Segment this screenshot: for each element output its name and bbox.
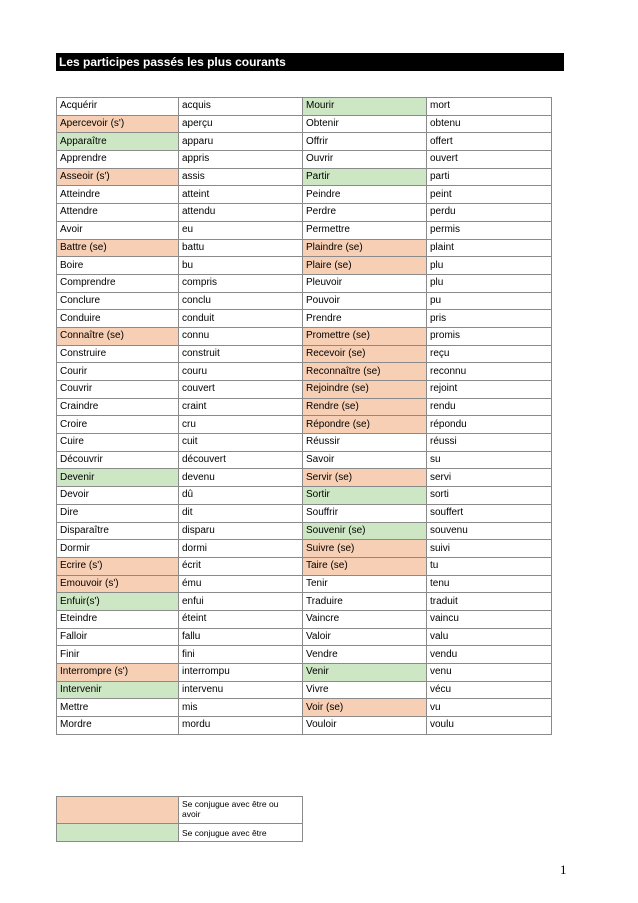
participle-cell: ému [179, 575, 303, 593]
table-row [57, 487, 552, 505]
participle-cell: mordu [179, 717, 303, 735]
infinitive-cell: Savoir [303, 451, 427, 469]
legend-row [57, 824, 303, 842]
infinitive-cell: Répondre (se) [303, 416, 427, 434]
participle-cell: eu [179, 221, 303, 239]
legend-label: Se conjugue avec être ou avoir [179, 797, 303, 824]
infinitive-cell: Rendre (se) [303, 398, 427, 416]
legend-swatch-etre-ou-avoir [57, 797, 179, 824]
table-row [57, 292, 552, 310]
infinitive-cell: Sortir [303, 487, 427, 505]
participle-cell: compris [179, 274, 303, 292]
infinitive-cell: Devenir [57, 469, 179, 487]
participle-cell: tu [427, 557, 552, 575]
infinitive-cell: Asseoir (s') [57, 168, 179, 186]
infinitive-cell: Venir [303, 664, 427, 682]
participle-cell: parti [427, 168, 552, 186]
table-row [57, 646, 552, 664]
infinitive-cell: Apercevoir (s') [57, 115, 179, 133]
participle-cell: pu [427, 292, 552, 310]
participle-cell: connu [179, 327, 303, 345]
infinitive-cell: Pleuvoir [303, 274, 427, 292]
table-row [57, 469, 552, 487]
infinitive-cell: Vendre [303, 646, 427, 664]
participle-cell: valu [427, 628, 552, 646]
table-row [57, 610, 552, 628]
participle-cell: ouvert [427, 151, 552, 169]
table-row [57, 133, 552, 151]
table-row [57, 115, 552, 133]
infinitive-cell: Emouvoir (s') [57, 575, 179, 593]
page-title: Les participes passés les plus courants [56, 53, 564, 71]
infinitive-cell: Intervenir [57, 681, 179, 699]
participle-cell: intervenu [179, 681, 303, 699]
infinitive-cell: Traduire [303, 593, 427, 611]
infinitive-cell: Eteindre [57, 610, 179, 628]
participle-cell: écrit [179, 557, 303, 575]
participle-cell: acquis [179, 98, 303, 116]
participle-cell: servi [427, 469, 552, 487]
table-row [57, 557, 552, 575]
table-row [57, 540, 552, 558]
infinitive-cell: Croire [57, 416, 179, 434]
infinitive-cell: Cuire [57, 434, 179, 452]
infinitive-cell: Souvenir (se) [303, 522, 427, 540]
participle-cell: plaint [427, 239, 552, 257]
infinitive-cell: Découvrir [57, 451, 179, 469]
participle-cell: interrompu [179, 664, 303, 682]
table-row [57, 345, 552, 363]
participle-cell: vu [427, 699, 552, 717]
legend-swatch-etre [57, 824, 179, 842]
participle-cell: vécu [427, 681, 552, 699]
participle-cell: promis [427, 327, 552, 345]
participle-cell: tenu [427, 575, 552, 593]
infinitive-cell: Recevoir (se) [303, 345, 427, 363]
infinitive-cell: Valoir [303, 628, 427, 646]
infinitive-cell: Apparaître [57, 133, 179, 151]
infinitive-cell: Réussir [303, 434, 427, 452]
infinitive-cell: Falloir [57, 628, 179, 646]
infinitive-cell: Acquérir [57, 98, 179, 116]
participle-cell: attendu [179, 204, 303, 222]
table-row [57, 575, 552, 593]
participle-cell: souffert [427, 504, 552, 522]
table-row [57, 681, 552, 699]
participle-cell: bu [179, 257, 303, 275]
infinitive-cell: Promettre (se) [303, 327, 427, 345]
participle-cell: disparu [179, 522, 303, 540]
participle-cell: éteint [179, 610, 303, 628]
participle-cell: plu [427, 274, 552, 292]
table-row [57, 327, 552, 345]
table-row [57, 98, 552, 116]
infinitive-cell: Boire [57, 257, 179, 275]
participle-cell: fallu [179, 628, 303, 646]
infinitive-cell: Servir (se) [303, 469, 427, 487]
participle-cell: réussi [427, 434, 552, 452]
participles-table [56, 97, 552, 735]
participle-cell: dit [179, 504, 303, 522]
table-row [57, 151, 552, 169]
infinitive-cell: Courir [57, 363, 179, 381]
infinitive-cell: Vivre [303, 681, 427, 699]
infinitive-cell: Peindre [303, 186, 427, 204]
infinitive-cell: Avoir [57, 221, 179, 239]
participle-cell: su [427, 451, 552, 469]
participle-cell: dormi [179, 540, 303, 558]
participle-cell: voulu [427, 717, 552, 735]
participle-cell: plu [427, 257, 552, 275]
infinitive-cell: Disparaître [57, 522, 179, 540]
infinitive-cell: Conduire [57, 310, 179, 328]
table-row [57, 186, 552, 204]
table-row [57, 504, 552, 522]
table-row [57, 239, 552, 257]
table-row [57, 274, 552, 292]
participle-cell: reçu [427, 345, 552, 363]
infinitive-cell: Vaincre [303, 610, 427, 628]
participle-cell: perdu [427, 204, 552, 222]
participle-cell: apparu [179, 133, 303, 151]
infinitive-cell: Partir [303, 168, 427, 186]
infinitive-cell: Obtenir [303, 115, 427, 133]
infinitive-cell: Pouvoir [303, 292, 427, 310]
table-row [57, 451, 552, 469]
infinitive-cell: Taire (se) [303, 557, 427, 575]
table-row [57, 398, 552, 416]
infinitive-cell: Interrompre (s') [57, 664, 179, 682]
participle-cell: battu [179, 239, 303, 257]
infinitive-cell: Atteindre [57, 186, 179, 204]
participle-cell: traduit [427, 593, 552, 611]
infinitive-cell: Perdre [303, 204, 427, 222]
participle-cell: découvert [179, 451, 303, 469]
participle-cell: vaincu [427, 610, 552, 628]
infinitive-cell: Couvrir [57, 381, 179, 399]
participle-cell: cuit [179, 434, 303, 452]
table-row [57, 204, 552, 222]
participle-cell: dû [179, 487, 303, 505]
infinitive-cell: Battre (se) [57, 239, 179, 257]
infinitive-cell: Reconnaître (se) [303, 363, 427, 381]
table-row [57, 381, 552, 399]
participle-cell: couvert [179, 381, 303, 399]
infinitive-cell: Rejoindre (se) [303, 381, 427, 399]
participle-cell: rendu [427, 398, 552, 416]
participle-cell: aperçu [179, 115, 303, 133]
infinitive-cell: Finir [57, 646, 179, 664]
page-number: 1 [560, 862, 567, 877]
infinitive-cell: Enfuir(s') [57, 593, 179, 611]
participle-cell: rejoint [427, 381, 552, 399]
participle-cell: conclu [179, 292, 303, 310]
participle-cell: pris [427, 310, 552, 328]
infinitive-cell: Devoir [57, 487, 179, 505]
participle-cell: conduit [179, 310, 303, 328]
participles-table-body [57, 98, 552, 735]
participle-cell: couru [179, 363, 303, 381]
infinitive-cell: Suivre (se) [303, 540, 427, 558]
infinitive-cell: Ecrire (s') [57, 557, 179, 575]
participle-cell: mort [427, 98, 552, 116]
participle-cell: enfui [179, 593, 303, 611]
infinitive-cell: Construire [57, 345, 179, 363]
table-row [57, 168, 552, 186]
infinitive-cell: Mettre [57, 699, 179, 717]
table-row [57, 593, 552, 611]
participle-cell: offert [427, 133, 552, 151]
participle-cell: fini [179, 646, 303, 664]
participle-cell: vendu [427, 646, 552, 664]
participle-cell: devenu [179, 469, 303, 487]
infinitive-cell: Souffrir [303, 504, 427, 522]
participle-cell: mis [179, 699, 303, 717]
participle-cell: craint [179, 398, 303, 416]
infinitive-cell: Dire [57, 504, 179, 522]
infinitive-cell: Vouloir [303, 717, 427, 735]
participle-cell: obtenu [427, 115, 552, 133]
participle-cell: reconnu [427, 363, 552, 381]
infinitive-cell: Tenir [303, 575, 427, 593]
legend-label: Se conjugue avec être [179, 824, 303, 842]
table-row [57, 363, 552, 381]
participle-cell: souvenu [427, 522, 552, 540]
table-row [57, 699, 552, 717]
infinitive-cell: Plaindre (se) [303, 239, 427, 257]
infinitive-cell: Craindre [57, 398, 179, 416]
participle-cell: venu [427, 664, 552, 682]
infinitive-cell: Prendre [303, 310, 427, 328]
participle-cell: sorti [427, 487, 552, 505]
infinitive-cell: Conclure [57, 292, 179, 310]
table-row [57, 522, 552, 540]
participle-cell: construit [179, 345, 303, 363]
table-row [57, 628, 552, 646]
table-row [57, 257, 552, 275]
participle-cell: cru [179, 416, 303, 434]
participle-cell: appris [179, 151, 303, 169]
table-row [57, 717, 552, 735]
infinitive-cell: Plaire (se) [303, 257, 427, 275]
table-row [57, 664, 552, 682]
legend-table [56, 796, 303, 842]
infinitive-cell: Mourir [303, 98, 427, 116]
participle-cell: peint [427, 186, 552, 204]
infinitive-cell: Attendre [57, 204, 179, 222]
participle-cell: suivi [427, 540, 552, 558]
legend-row [57, 797, 303, 824]
infinitive-cell: Voir (se) [303, 699, 427, 717]
participle-cell: assis [179, 168, 303, 186]
participle-cell: permis [427, 221, 552, 239]
table-row [57, 310, 552, 328]
participle-cell: répondu [427, 416, 552, 434]
infinitive-cell: Connaître (se) [57, 327, 179, 345]
infinitive-cell: Offrir [303, 133, 427, 151]
table-row [57, 434, 552, 452]
infinitive-cell: Dormir [57, 540, 179, 558]
table-row [57, 221, 552, 239]
infinitive-cell: Comprendre [57, 274, 179, 292]
participle-cell: atteint [179, 186, 303, 204]
infinitive-cell: Ouvrir [303, 151, 427, 169]
table-row [57, 416, 552, 434]
infinitive-cell: Mordre [57, 717, 179, 735]
infinitive-cell: Permettre [303, 221, 427, 239]
infinitive-cell: Apprendre [57, 151, 179, 169]
